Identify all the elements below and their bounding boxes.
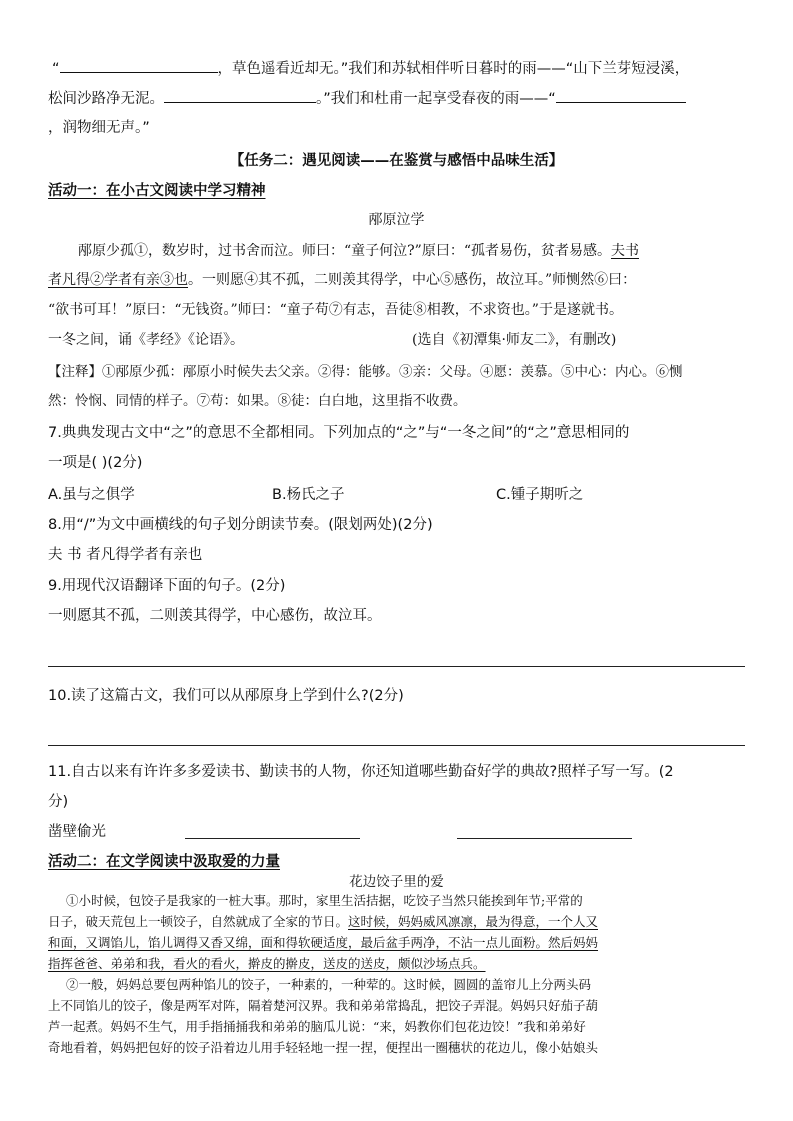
q11-line-1: 11.自古以来有许许多多爱读书、勤读书的人物，你还知道哪些勤奋好学的典故?照样子写一写。(2 [48, 764, 674, 780]
q8-sentence[interactable]: 夫 书 者凡得学者有亲也 [48, 547, 203, 563]
q11-answer-line-2[interactable] [457, 838, 632, 839]
q8-line-1: 8.用“/”为文中画横线的句子划分朗读节奏。(限划两处)(2分) [48, 517, 433, 533]
story-title: 花边饺子里的爱 [349, 874, 444, 890]
q9-sentence: 一则愿其不孤，二则羡其得学，中心感伤，故泣耳。 [48, 608, 382, 624]
q11-example: 凿壁偷光 [48, 824, 106, 840]
poem-blank-3[interactable] [556, 88, 686, 103]
poem-line-2 [48, 88, 686, 109]
notes-line-2: 然：怜悯、同情的样子。⑦苟：如果。⑧徒：白白地，这里指不收费。 [48, 393, 467, 409]
q9-answer-line[interactable] [48, 666, 745, 667]
classical-line-3: “欲书可耳！”原曰：“无钱资。”师曰：“童子苟⑦有志，吾徒⑧相教，不求资也。”于是遂就书。 [48, 302, 623, 318]
classical-underlined-1: 夫书 [610, 243, 639, 259]
poem-line-3: ，润物细无声。” [48, 120, 150, 136]
task-title: 【任务二：遇见阅读——在鉴赏与感悟中品味生活】 [229, 153, 564, 169]
q11-line-2: 分) [48, 794, 69, 810]
story-line-4: 指挥爸爸、弟弟和我，看火的看火，擀皮的擀皮，送皮的送皮，颇似沙场点兵。 [48, 956, 486, 971]
q7-line-2: 一项是( )(2分) [48, 455, 143, 471]
poem-line-1-text: ，草色遥看近却无。”我们和苏轼相伴听日暮时的雨——“山下兰芽短浸溪， [217, 61, 690, 77]
q7-option-b[interactable]: B.杨氏之子 [272, 487, 345, 503]
poem-quote-open: “ [52, 61, 60, 77]
story-line-1: ①小时候，包饺子是我家的一桩大事。那时，家里生活拮据，吃饺子当然只能挨到年节;平常的 [66, 893, 583, 908]
classical-line-2-text: 。一则愿④其不孤，二则羡其得学，中心⑤感伤，故泣耳。”师恻然⑥曰： [188, 272, 637, 288]
classical-line-2 [48, 270, 636, 290]
story-line-6: 上不同馅儿的饺子，像是两军对阵，隔着楚河汉界。我和弟弟常捣乱，把饺子弄混。妈妈只好茄子葫 [48, 998, 599, 1013]
classical-line-1-text: 邴原少孤①，数岁时，过书舍而泣。师曰：“童子何泣?”原曰：“孤者易伤，贫者易感。 [78, 243, 611, 259]
q9-line-1: 9.用现代汉语翻译下面的句子。(2分) [48, 578, 286, 594]
classical-line-1 [78, 241, 639, 261]
poem-line-2-mid: 。”我们和杜甫一起享受春夜的雨——“ [316, 91, 556, 107]
q10-question: 10.读了这篇古文，我们可以从邴原身上学到什么?(2分) [48, 688, 404, 704]
q10-answer-line[interactable] [48, 745, 745, 746]
poem-blank-2[interactable] [164, 88, 316, 103]
poem-line-1 [52, 58, 689, 79]
story-line-8: 奇地看着，妈妈把包好的饺子沿着边儿用手轻轻地一捏一捏，便捏出一圈穗状的花边儿，像小姑娘头 [48, 1040, 599, 1055]
q11-answer-line-1[interactable] [185, 838, 360, 839]
classical-source: (选自《初潭集·师友二》，有删改) [412, 332, 617, 348]
q7-line-1: 7.典典发现古文中“之”的意思不全都相同。下列加点的“之”与“一冬之间”的“之”意思相同的 [48, 425, 630, 441]
story-line-3: 和面，又调馅儿，馅儿调得又香又绵，面和得软硬适度，最后盆手两净，不沾一点儿面粉。然后妈妈 [48, 935, 599, 950]
classical-underlined-2: 者凡得②学者有亲③也 [48, 272, 188, 288]
story-line-2 [48, 913, 598, 931]
q7-option-a[interactable]: A.虽与之俱学 [48, 487, 135, 503]
classical-line-4: 一冬之间，诵《孝经》《论语》。 [48, 332, 244, 348]
story-underlined-1: 这时候，妈妈威风凛凛，最为得意，一个人又 [348, 914, 599, 929]
poem-blank-1[interactable] [60, 58, 218, 73]
activity-2-heading: 活动二：在文学阅读中汲取爱的力量 [48, 854, 280, 870]
poem-line-2-head: 松间沙路净无泥。 [48, 91, 164, 107]
notes-line-1: 【注释】①邴原少孤：邴原小时候失去父亲。②得：能够。③亲：父母。④愿：羡慕。⑤中心：内心。⑥恻 [48, 364, 683, 380]
q7-option-c[interactable]: C.锺子期听之 [496, 487, 584, 503]
story-line-5: ②一般，妈妈总要包两种馅儿的饺子，一种素的，一种荤的。这时候，圆圆的盖帘儿上分两头码 [66, 977, 592, 992]
story-line-7: 芦一起煮。妈妈不生气，用手指捅捅我和弟弟的脑瓜儿说：“来，妈教你们包花边饺！”我和弟弟好 [48, 1019, 586, 1034]
activity-1-heading: 活动一：在小古文阅读中学习精神 [48, 183, 266, 199]
story-line-2-text: 日子，破天荒包上一顿饺子，自然就成了全家的节日。 [48, 914, 349, 929]
classical-title: 邴原泣学 [368, 212, 425, 228]
